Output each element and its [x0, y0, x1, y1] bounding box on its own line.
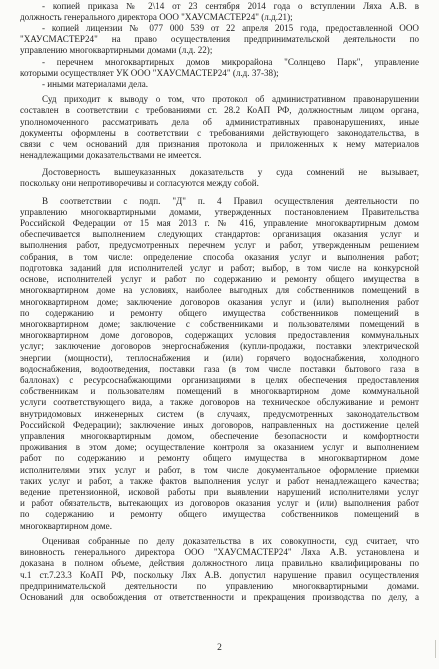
text-line: уполномоченного рассматривать дела об административных правонарушениях, иные	[20, 117, 419, 127]
text-line: должность генерального директора ООО "ХАУСМАСТЕР24" (л.д.21);	[20, 12, 293, 22]
text-line: - копией приказа № 2\14 от 23 сентября 2014 года о вступлении Ляха А.В. в	[42, 1, 419, 11]
text-line: и работ обязательств, вытекающих из договоров оказания услуг и (или) выполнения работ	[20, 498, 419, 508]
page-number: 2	[217, 643, 222, 653]
text-line: по содержанию и ремонту общего имущества собственников помещений в	[20, 308, 419, 318]
text-line: виновность генерального директора ООО "ХАУСМАСТЕР24" Ляха А.В. установлена и	[20, 547, 419, 557]
text-line: - перечнем многоквартирных домов микрорайона "Солнцево Парк", управление	[42, 57, 419, 67]
text-line: которыми осуществляет УК ООО "ХАУСМАСТЕР24" (л.д. 37-38);	[20, 68, 279, 78]
text-line: таких услуг и работ, а также фактов выполнения услуг и работ ненадлежащего качества;	[20, 476, 419, 486]
text-line: подготовка заданий для исполнителей услуг и работ; выбор, в том числе на конкурсной	[20, 263, 419, 273]
text-line: водоснабжения, водоотведения, поставки газа (в том числе поставки бытового газа в	[20, 364, 419, 374]
text-line: ч.1 ст.7.23.3 КоАП РФ, поскольку Лях А.В. допустил нарушение правил осуществления	[20, 570, 419, 580]
text-line: многоквартирном доме на условиях, наиболее выгодных для собственников помещений в	[20, 285, 419, 295]
text-line: Достоверность вышеуказанных доказательств у суда сомнений не вызывает,	[42, 167, 419, 177]
text-line: проживания в этом доме; осуществление контроля за оказанием услуг и выполнением	[20, 442, 419, 452]
text-line: связи с чем оснований для признания протокола и приложенных к нему материалов	[20, 139, 419, 149]
text-line: доказана в полном объеме, действия должностного лица правильно квалифицированы по	[20, 558, 419, 568]
text-line: Российской Федерации от 15 мая 2013 г. № 416, управление многоквартирным домом	[20, 218, 419, 228]
text-line: - копией лицензии № 077 000 539 от 22 апреля 2015 года, предоставленной ООО	[42, 23, 419, 33]
text-line: ненадлежащими доказательствами не имеется.	[20, 150, 202, 160]
text-line: работ по содержанию и ремонту общего имущества в многоквартирном доме	[20, 453, 419, 463]
text-line: исполнителями этих услуг и работ, в том числе документальное оформление приемки	[20, 465, 419, 475]
text-line: услуг; заключение договоров энергоснабжения (купли-продажи, поставки электрической	[20, 341, 419, 351]
text-line: услуги соответствующего вида, а также договоров на техническое обслуживание и ремонт	[20, 397, 419, 407]
text-line: ведение претензионной, исковой работы при выявлении нарушений исполнителями услуг	[20, 487, 419, 497]
text-line: "ХАУСМАСТЕР24" на право осуществления предпринимательской деятельности по	[20, 34, 419, 44]
text-line: Российской Федерации); заключение иных договоров, направленных на достижение целей	[20, 420, 419, 430]
text-line: управлению многоквартирными домами (л.д. 22);	[20, 45, 213, 55]
text-line: управлению многоквартирными домами, утвержденных постановлением Правительства	[20, 207, 419, 217]
text-line: - иными материалами дела.	[42, 79, 149, 89]
text-line: собственникам и пользователям помещений в многоквартирном доме коммунальной	[20, 386, 419, 396]
text-line: по содержанию и ремонту общего имущества собственников помещений в	[20, 509, 419, 519]
text-line: энергии (мощности), теплоснабжения и (или) горячего водоснабжения, холодного	[20, 353, 419, 363]
text-line: предпринимательской деятельности по управлению многоквартирными домами.	[20, 581, 419, 591]
scan-edge-mark	[423, 640, 436, 658]
text-line: многоквартирном доме; заключение с собственниками и пользователями помещений в	[20, 319, 419, 329]
text-line: обеспечивается выполнением следующих стандартов: организация оказания услуг и	[20, 229, 419, 239]
text-line: многоквартирном доме.	[20, 521, 112, 531]
text-line: документы оформлены в соответствии с требованиями действующего законодательства, в	[20, 128, 419, 138]
text-line: Оценивая собранные по делу доказательства в их совокупности, суд считает, что	[42, 536, 419, 546]
text-line: основе, исполнителей услуг и работ по содержанию и ремонту общего имущества в	[20, 274, 419, 284]
text-line: многоквартирном доме; заключение договоров оказания услуг и (или) выполнения работ	[20, 297, 419, 307]
text-line: выполнения работ, предусмотренных перечнем услуг и работ, утвержденным решением	[20, 240, 419, 250]
text-line: внутридомовых инженерных систем (в случаях, предусмотренных законодательством	[20, 409, 419, 419]
document-page	[20, 0, 419, 669]
text-line: Суд приходит к выводу о том, что протокол об административном правонарушении	[42, 94, 419, 104]
text-line: Оснований для освобождения от ответственности и прекращения производства по делу, а	[20, 592, 419, 602]
text-line: управления многоквартирным домом, обеспечение безопасности и комфортности	[20, 431, 419, 441]
text-line: поскольку они непротиворечивы и согласуются между собой.	[20, 178, 259, 188]
text-line: составлен в соответствии с требованиями ст. 28.2 КоАП РФ, должностным лицом органа,	[20, 105, 419, 115]
text-line: В соответствии с подп. "Д" п. 4 Правил осуществления деятельности по	[42, 196, 419, 206]
text-line: собрания, в том числе: определение способа оказания услуг и выполнения работ;	[20, 252, 419, 262]
text-line: баллонах) с ресурсоснабжающими организациями в целях обеспечения предоставления	[20, 375, 419, 385]
text-line: многоквартирном доме договоров, содержащих условия предоставления коммунальных	[20, 330, 419, 340]
